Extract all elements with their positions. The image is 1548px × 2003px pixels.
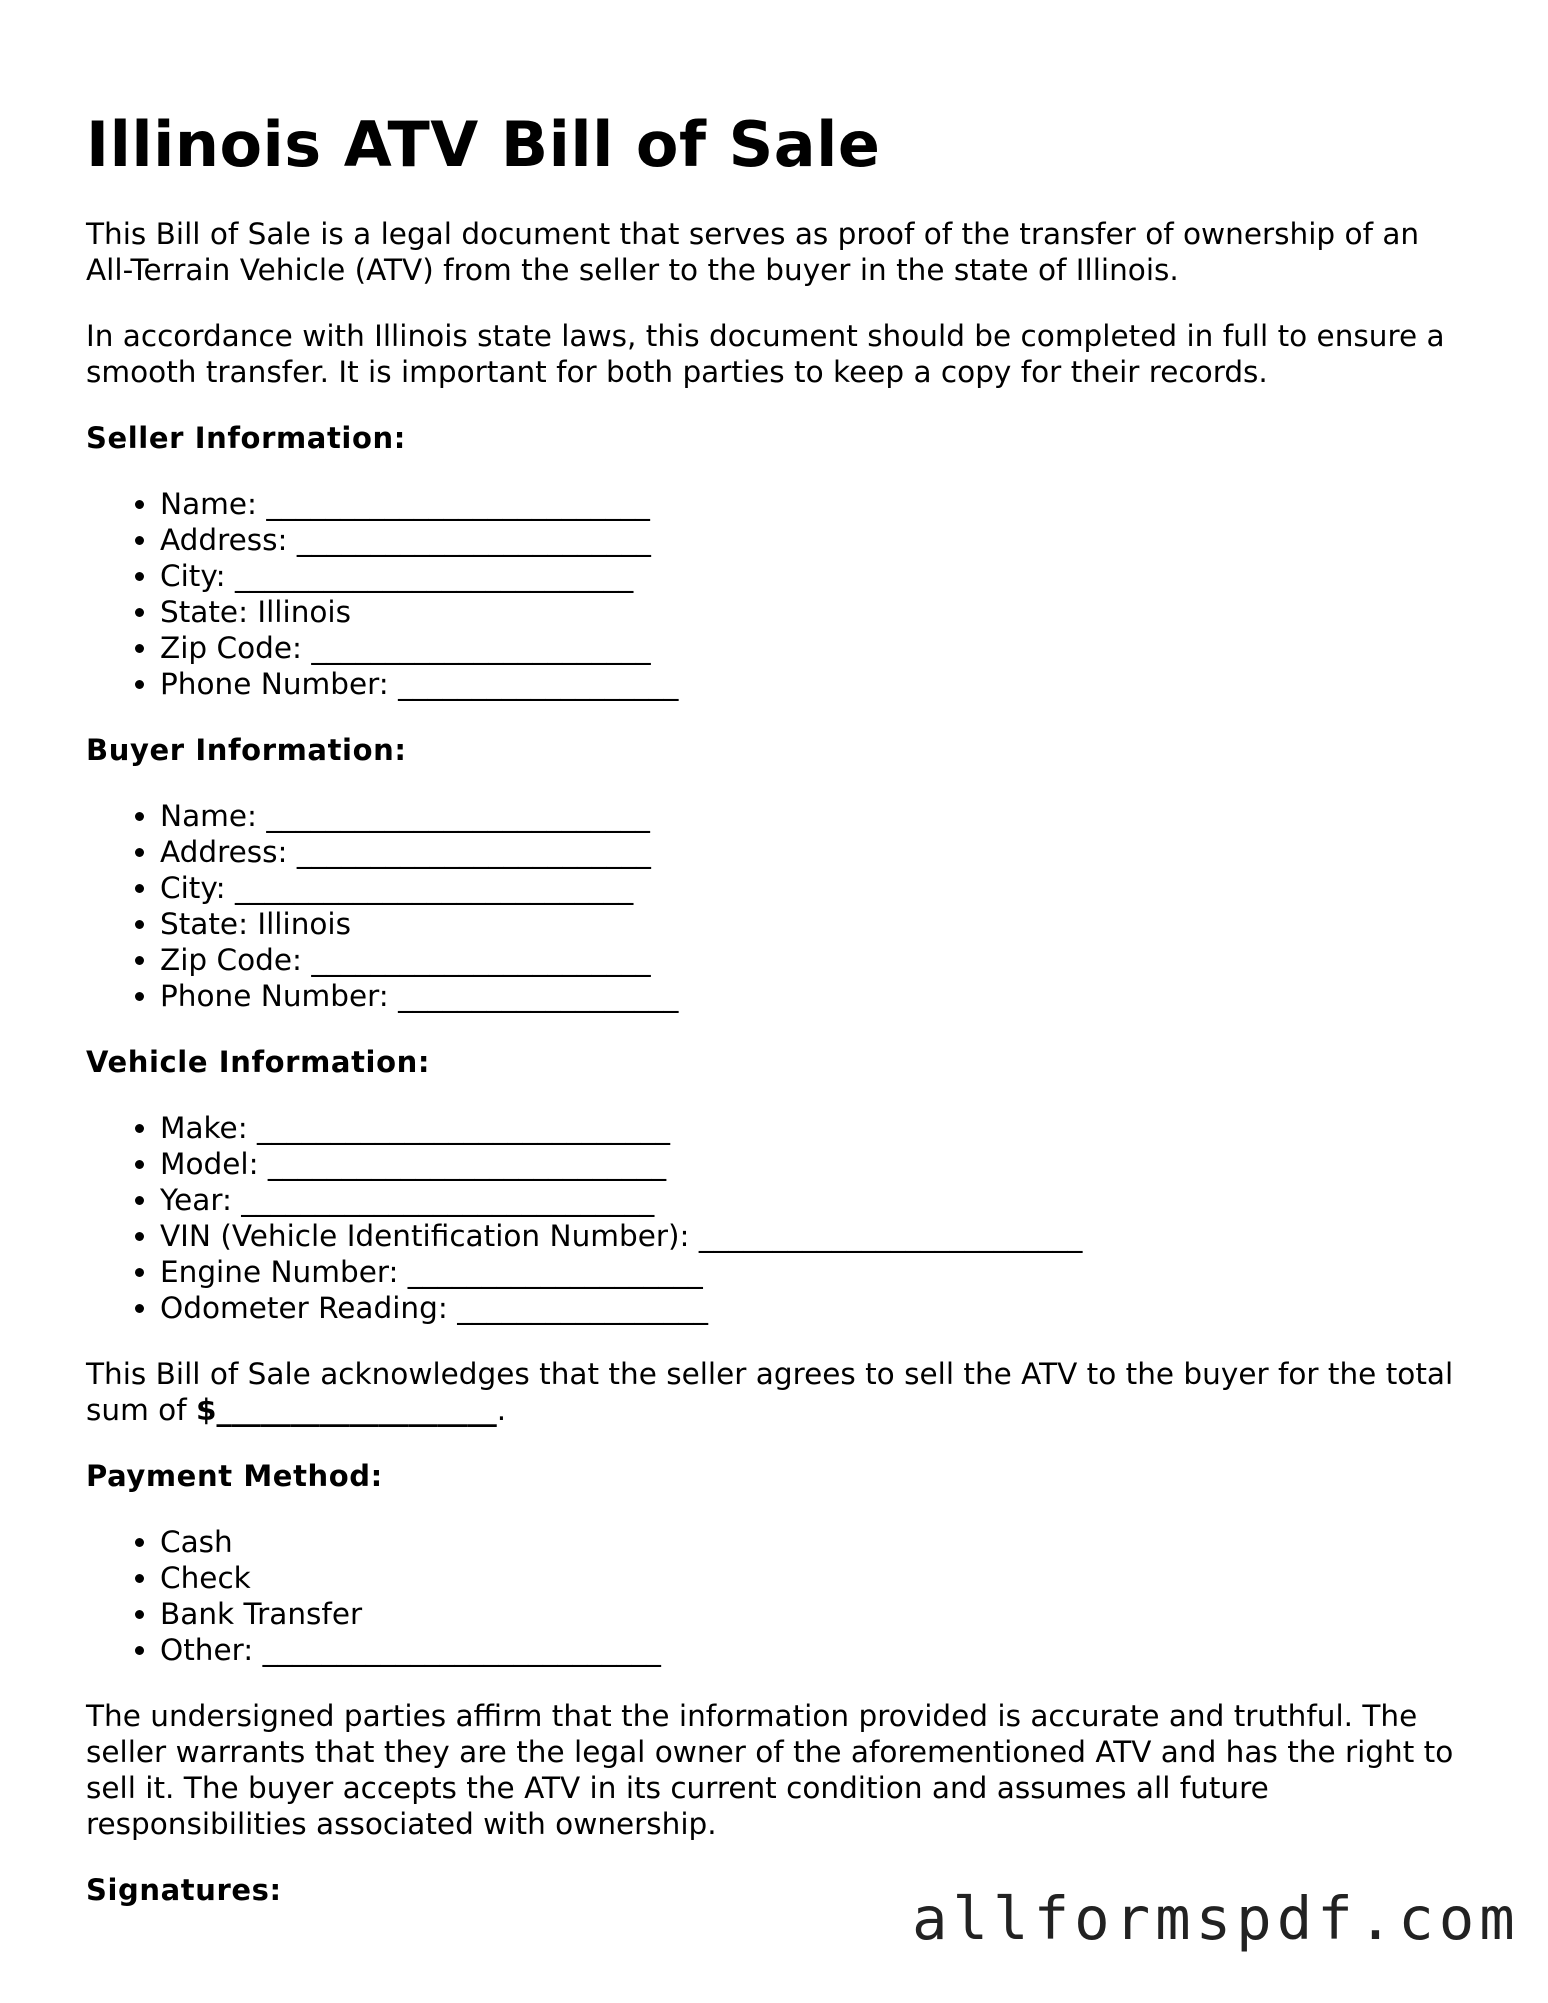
document-page	[86, 104, 1466, 1908]
seller-name-field	[160, 486, 1466, 522]
option-label: Check	[160, 1561, 251, 1595]
field-label: City:	[160, 871, 226, 905]
sale-amount-blank[interactable]: $___________________	[196, 1393, 497, 1427]
buyer-name-field	[160, 798, 1466, 834]
seller-heading: Seller Information:	[86, 421, 406, 455]
affirmation-paragraph: The undersigned parties affirm that the information provided is accurate and truthful. The seller warrants that they are the legal owner of the aforementioned ATV and has the right to sell it. The buyer accepts the ATV in its current condition and assumes all future responsibilities associated with ownership.	[86, 1699, 1454, 1841]
field-label: Make:	[160, 1111, 248, 1145]
payment-option-cash	[160, 1524, 1466, 1560]
option-label: Bank Transfer	[160, 1597, 363, 1631]
field-label: Odometer Reading:	[160, 1291, 448, 1325]
field-label: City:	[160, 559, 226, 593]
fill-in-blank[interactable]: ________________________	[296, 523, 651, 557]
seller-city-field	[160, 558, 1466, 594]
payment-option-bank-transfer	[160, 1596, 1466, 1632]
fill-in-blank[interactable]: ___________________________	[267, 1147, 667, 1181]
buyer-address-field	[160, 834, 1466, 870]
vehicle-year-field	[160, 1182, 1466, 1218]
sale-statement	[86, 1356, 1466, 1428]
seller-fields-list	[86, 486, 1466, 702]
fill-in-blank[interactable]: _________________	[457, 1291, 708, 1325]
page-title: Illinois ATV Bill of Sale	[86, 108, 881, 181]
field-label: Engine Number:	[160, 1255, 399, 1289]
seller-phone-field	[160, 666, 1466, 702]
field-label: State: Illinois	[160, 907, 352, 941]
fill-in-blank[interactable]: ____________________________	[241, 1183, 655, 1217]
payment-heading: Payment Method:	[86, 1459, 383, 1493]
field-label: Phone Number:	[160, 667, 389, 701]
fill-in-blank[interactable]: ________________________	[296, 835, 651, 869]
field-label: Zip Code:	[160, 631, 302, 665]
option-label: Cash	[160, 1525, 233, 1559]
field-label: Address:	[160, 523, 288, 557]
buyer-zip-field	[160, 942, 1466, 978]
instructions-paragraph: In accordance with Illinois state laws, this document should be completed in full to ensure a smooth transfer. It is important for both parties to keep a copy for their records.	[86, 319, 1445, 389]
seller-address-field	[160, 522, 1466, 558]
vehicle-odometer-field	[160, 1290, 1466, 1326]
signatures-heading: Signatures:	[86, 1873, 282, 1907]
vehicle-engine-number-field	[160, 1254, 1466, 1290]
vehicle-heading: Vehicle Information:	[86, 1045, 431, 1079]
payment-options-list	[86, 1524, 1466, 1668]
field-label: Model:	[160, 1147, 259, 1181]
buyer-phone-field	[160, 978, 1466, 1014]
payment-option-check	[160, 1560, 1466, 1596]
fill-in-blank[interactable]: __________________________	[266, 799, 650, 833]
buyer-city-field	[160, 870, 1466, 906]
field-label: Year:	[160, 1183, 232, 1217]
intro-paragraph: This Bill of Sale is a legal document that serves as proof of the transfer of ownership of an All-Terrain Vehicle (ATV) from the seller to the buyer in the state of Illinois.	[86, 217, 1420, 287]
buyer-heading: Buyer Information:	[86, 733, 407, 767]
sale-period: .	[496, 1393, 507, 1427]
fill-in-blank[interactable]: ____________________________	[257, 1111, 671, 1145]
fill-in-blank[interactable]: ___________________________	[235, 871, 634, 905]
fill-in-blank[interactable]: ___________________________	[235, 559, 634, 593]
field-label: Phone Number:	[160, 979, 389, 1013]
fill-in-blank[interactable]: ____________________	[407, 1255, 703, 1289]
seller-zip-field	[160, 630, 1466, 666]
fill-in-blank[interactable]: __________________________	[698, 1219, 1083, 1253]
buyer-fields-list	[86, 798, 1466, 1014]
field-label: VIN (Vehicle Identification Number):	[160, 1219, 690, 1253]
vehicle-fields-list	[86, 1110, 1466, 1326]
fill-in-blank[interactable]: _______________________	[311, 943, 651, 977]
field-label: Zip Code:	[160, 943, 302, 977]
vehicle-model-field	[160, 1146, 1466, 1182]
payment-option-other	[160, 1632, 1466, 1668]
sale-text: This Bill of Sale acknowledges that the seller agrees to sell the ATV to the buyer for the total sum of	[86, 1357, 1454, 1427]
vehicle-vin-field	[160, 1218, 1466, 1254]
field-label: Name:	[160, 799, 257, 833]
fill-in-blank[interactable]: ___________________	[398, 667, 679, 701]
fill-in-blank[interactable]: __________________________	[266, 487, 650, 521]
fill-in-blank[interactable]: ___________________________	[262, 1633, 661, 1667]
fill-in-blank[interactable]: _______________________	[311, 631, 651, 665]
option-label: Other:	[160, 1633, 254, 1667]
seller-state-field	[160, 594, 1466, 630]
watermark-logo: allformspdf.com	[912, 1884, 1520, 1953]
fill-in-blank[interactable]: ___________________	[398, 979, 679, 1013]
buyer-state-field	[160, 906, 1466, 942]
field-label: Name:	[160, 487, 257, 521]
field-label: State: Illinois	[160, 595, 352, 629]
vehicle-make-field	[160, 1110, 1466, 1146]
field-label: Address:	[160, 835, 288, 869]
